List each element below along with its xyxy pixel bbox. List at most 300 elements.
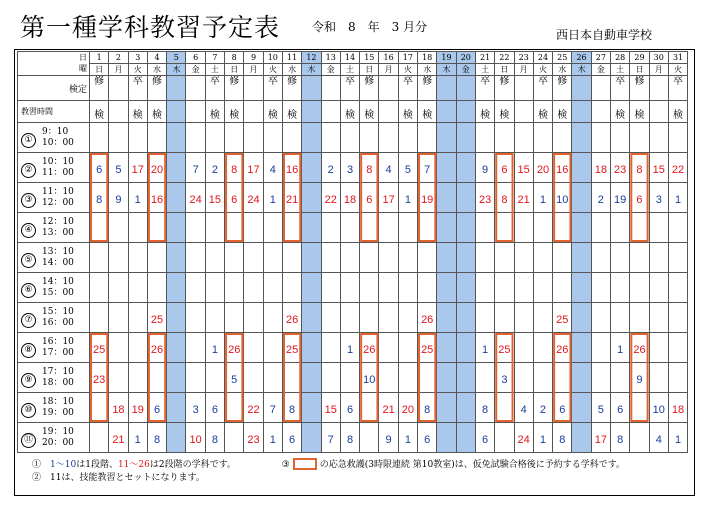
lesson-cell[interactable] [591,123,610,153]
lesson-cell[interactable] [379,333,398,363]
lesson-cell[interactable] [591,423,610,453]
lesson-cell[interactable] [668,423,687,453]
lesson-cell[interactable] [611,153,630,183]
lesson-cell[interactable] [533,303,552,333]
lesson-cell[interactable] [649,183,668,213]
lesson-cell[interactable] [668,333,687,363]
lesson-cell[interactable] [340,153,359,183]
lesson-cell[interactable] [572,393,591,423]
lesson-cell[interactable] [263,423,282,453]
lesson-cell[interactable] [244,423,263,453]
lesson-cell[interactable] [398,333,417,363]
lesson-cell[interactable] [147,213,166,243]
lesson-cell[interactable] [302,183,321,213]
lesson-cell[interactable] [418,303,437,333]
lesson-cell[interactable] [321,273,340,303]
lesson-cell[interactable] [263,243,282,273]
lesson-cell[interactable] [167,303,186,333]
lesson-cell[interactable] [668,273,687,303]
lesson-cell[interactable] [533,423,552,453]
lesson-cell[interactable] [437,393,456,423]
lesson-cell[interactable] [514,363,533,393]
lesson-cell[interactable] [263,393,282,423]
lesson-cell[interactable] [205,393,224,423]
lesson-cell[interactable] [321,423,340,453]
lesson-cell[interactable] [418,183,437,213]
lesson-cell[interactable] [630,243,649,273]
lesson-cell[interactable] [514,183,533,213]
lesson-cell[interactable] [630,123,649,153]
lesson-cell[interactable] [360,363,379,393]
lesson-cell[interactable] [591,243,610,273]
lesson-cell[interactable] [109,333,128,363]
lesson-cell[interactable] [90,213,109,243]
lesson-cell[interactable] [533,153,552,183]
lesson-cell[interactable] [321,213,340,243]
lesson-cell[interactable] [128,303,147,333]
lesson-cell[interactable] [244,183,263,213]
lesson-cell[interactable] [456,153,475,183]
lesson-cell[interactable] [167,153,186,183]
lesson-cell[interactable] [205,243,224,273]
lesson-cell[interactable] [418,213,437,243]
lesson-cell[interactable] [225,153,244,183]
lesson-cell[interactable] [186,243,205,273]
lesson-cell[interactable] [186,393,205,423]
lesson-cell[interactable] [475,243,494,273]
lesson-cell[interactable] [340,213,359,243]
lesson-cell[interactable] [167,363,186,393]
lesson-cell[interactable] [321,123,340,153]
lesson-cell[interactable] [167,123,186,153]
lesson-cell[interactable] [360,183,379,213]
lesson-cell[interactable] [437,423,456,453]
lesson-cell[interactable] [418,123,437,153]
lesson-cell[interactable] [572,363,591,393]
lesson-cell[interactable] [630,153,649,183]
lesson-cell[interactable] [398,183,417,213]
lesson-cell[interactable] [360,243,379,273]
lesson-cell[interactable] [167,183,186,213]
lesson-cell[interactable] [186,273,205,303]
lesson-cell[interactable] [128,123,147,153]
lesson-cell[interactable] [244,213,263,243]
lesson-cell[interactable] [572,333,591,363]
lesson-cell[interactable] [630,303,649,333]
lesson-cell[interactable] [225,183,244,213]
lesson-cell[interactable] [553,333,572,363]
lesson-cell[interactable] [630,213,649,243]
lesson-cell[interactable] [611,123,630,153]
lesson-cell[interactable] [128,363,147,393]
lesson-cell[interactable] [109,363,128,393]
lesson-cell[interactable] [147,423,166,453]
lesson-cell[interactable] [321,183,340,213]
lesson-cell[interactable] [340,333,359,363]
lesson-cell[interactable] [379,393,398,423]
lesson-cell[interactable] [553,153,572,183]
lesson-cell[interactable] [495,333,514,363]
lesson-cell[interactable] [475,333,494,363]
lesson-cell[interactable] [302,243,321,273]
lesson-cell[interactable] [553,363,572,393]
lesson-cell[interactable] [456,303,475,333]
lesson-cell[interactable] [495,183,514,213]
lesson-cell[interactable] [514,423,533,453]
lesson-cell[interactable] [668,213,687,243]
lesson-cell[interactable] [437,153,456,183]
lesson-cell[interactable] [572,423,591,453]
lesson-cell[interactable] [591,213,610,243]
lesson-cell[interactable] [514,273,533,303]
lesson-cell[interactable] [90,303,109,333]
lesson-cell[interactable] [109,423,128,453]
lesson-cell[interactable] [90,363,109,393]
lesson-cell[interactable] [90,423,109,453]
lesson-cell[interactable] [109,393,128,423]
lesson-cell[interactable] [475,123,494,153]
lesson-cell[interactable] [379,123,398,153]
lesson-cell[interactable] [302,363,321,393]
lesson-cell[interactable] [282,303,301,333]
lesson-cell[interactable] [475,213,494,243]
lesson-cell[interactable] [321,303,340,333]
lesson-cell[interactable] [475,423,494,453]
lesson-cell[interactable] [649,303,668,333]
lesson-cell[interactable] [572,153,591,183]
lesson-cell[interactable] [225,243,244,273]
lesson-cell[interactable] [553,123,572,153]
lesson-cell[interactable] [205,183,224,213]
lesson-cell[interactable] [205,333,224,363]
lesson-cell[interactable] [649,213,668,243]
lesson-cell[interactable] [514,213,533,243]
lesson-cell[interactable] [611,363,630,393]
lesson-cell[interactable] [611,243,630,273]
lesson-cell[interactable] [398,153,417,183]
lesson-cell[interactable] [533,243,552,273]
lesson-cell[interactable] [398,423,417,453]
lesson-cell[interactable] [302,273,321,303]
lesson-cell[interactable] [379,273,398,303]
lesson-cell[interactable] [418,333,437,363]
lesson-cell[interactable] [302,303,321,333]
lesson-cell[interactable] [167,393,186,423]
lesson-cell[interactable] [668,123,687,153]
lesson-cell[interactable] [553,393,572,423]
lesson-cell[interactable] [90,273,109,303]
lesson-cell[interactable] [649,153,668,183]
lesson-cell[interactable] [360,393,379,423]
lesson-cell[interactable] [456,273,475,303]
lesson-cell[interactable] [418,363,437,393]
lesson-cell[interactable] [668,393,687,423]
lesson-cell[interactable] [263,153,282,183]
lesson-cell[interactable] [225,393,244,423]
lesson-cell[interactable] [668,303,687,333]
lesson-cell[interactable] [668,363,687,393]
lesson-cell[interactable] [591,333,610,363]
lesson-cell[interactable] [533,273,552,303]
lesson-cell[interactable] [205,123,224,153]
lesson-cell[interactable] [147,243,166,273]
lesson-cell[interactable] [109,183,128,213]
lesson-cell[interactable] [360,333,379,363]
lesson-cell[interactable] [611,393,630,423]
lesson-cell[interactable] [591,153,610,183]
lesson-cell[interactable] [418,423,437,453]
lesson-cell[interactable] [456,333,475,363]
lesson-cell[interactable] [495,153,514,183]
lesson-cell[interactable] [109,243,128,273]
lesson-cell[interactable] [379,363,398,393]
lesson-cell[interactable] [302,333,321,363]
lesson-cell[interactable] [456,423,475,453]
lesson-cell[interactable] [282,153,301,183]
lesson-cell[interactable] [495,273,514,303]
lesson-cell[interactable] [340,273,359,303]
lesson-cell[interactable] [109,123,128,153]
lesson-cell[interactable] [475,153,494,183]
lesson-cell[interactable] [495,303,514,333]
lesson-cell[interactable] [340,123,359,153]
lesson-cell[interactable] [649,393,668,423]
lesson-cell[interactable] [244,303,263,333]
lesson-cell[interactable] [475,273,494,303]
lesson-cell[interactable] [630,273,649,303]
lesson-cell[interactable] [437,303,456,333]
lesson-cell[interactable] [282,363,301,393]
lesson-cell[interactable] [90,243,109,273]
lesson-cell[interactable] [109,153,128,183]
lesson-cell[interactable] [591,393,610,423]
lesson-cell[interactable] [630,423,649,453]
lesson-cell[interactable] [186,363,205,393]
lesson-cell[interactable] [167,243,186,273]
lesson-cell[interactable] [263,273,282,303]
lesson-cell[interactable] [514,303,533,333]
lesson-cell[interactable] [360,273,379,303]
lesson-cell[interactable] [225,423,244,453]
lesson-cell[interactable] [128,243,147,273]
lesson-cell[interactable] [340,423,359,453]
lesson-cell[interactable] [437,213,456,243]
lesson-cell[interactable] [109,303,128,333]
lesson-cell[interactable] [456,363,475,393]
lesson-cell[interactable] [456,183,475,213]
lesson-cell[interactable] [456,213,475,243]
lesson-cell[interactable] [379,423,398,453]
lesson-cell[interactable] [263,333,282,363]
lesson-cell[interactable] [282,423,301,453]
lesson-cell[interactable] [282,333,301,363]
lesson-cell[interactable] [495,123,514,153]
lesson-cell[interactable] [418,153,437,183]
lesson-cell[interactable] [282,243,301,273]
lesson-cell[interactable] [398,393,417,423]
lesson-cell[interactable] [649,243,668,273]
lesson-cell[interactable] [360,123,379,153]
lesson-cell[interactable] [572,123,591,153]
lesson-cell[interactable] [321,333,340,363]
lesson-cell[interactable] [167,273,186,303]
lesson-cell[interactable] [147,303,166,333]
lesson-cell[interactable] [167,213,186,243]
lesson-cell[interactable] [514,393,533,423]
lesson-cell[interactable] [379,153,398,183]
lesson-cell[interactable] [475,183,494,213]
lesson-cell[interactable] [321,153,340,183]
lesson-cell[interactable] [360,153,379,183]
lesson-cell[interactable] [128,393,147,423]
lesson-cell[interactable] [437,123,456,153]
lesson-cell[interactable] [572,213,591,243]
lesson-cell[interactable] [321,243,340,273]
lesson-cell[interactable] [611,213,630,243]
lesson-cell[interactable] [147,153,166,183]
lesson-cell[interactable] [225,363,244,393]
lesson-cell[interactable] [263,213,282,243]
lesson-cell[interactable] [244,363,263,393]
lesson-cell[interactable] [147,363,166,393]
lesson-cell[interactable] [340,393,359,423]
lesson-cell[interactable] [514,153,533,183]
lesson-cell[interactable] [572,273,591,303]
lesson-cell[interactable] [302,153,321,183]
lesson-cell[interactable] [553,243,572,273]
lesson-cell[interactable] [360,423,379,453]
lesson-cell[interactable] [186,303,205,333]
lesson-cell[interactable] [495,243,514,273]
lesson-cell[interactable] [340,183,359,213]
lesson-cell[interactable] [360,303,379,333]
lesson-cell[interactable] [147,183,166,213]
lesson-cell[interactable] [649,423,668,453]
lesson-cell[interactable] [244,123,263,153]
lesson-cell[interactable] [495,363,514,393]
lesson-cell[interactable] [244,333,263,363]
lesson-cell[interactable] [553,183,572,213]
lesson-cell[interactable] [205,423,224,453]
lesson-cell[interactable] [128,153,147,183]
lesson-cell[interactable] [495,393,514,423]
lesson-cell[interactable] [205,273,224,303]
lesson-cell[interactable] [398,363,417,393]
lesson-cell[interactable] [533,213,552,243]
lesson-cell[interactable] [572,183,591,213]
lesson-cell[interactable] [533,123,552,153]
lesson-cell[interactable] [668,183,687,213]
lesson-cell[interactable] [591,273,610,303]
lesson-cell[interactable] [611,423,630,453]
lesson-cell[interactable] [495,423,514,453]
lesson-cell[interactable] [147,333,166,363]
lesson-cell[interactable] [398,273,417,303]
lesson-cell[interactable] [630,183,649,213]
lesson-cell[interactable] [128,423,147,453]
lesson-cell[interactable] [533,363,552,393]
lesson-cell[interactable] [282,123,301,153]
lesson-cell[interactable] [630,393,649,423]
lesson-cell[interactable] [225,273,244,303]
lesson-cell[interactable] [225,213,244,243]
lesson-cell[interactable] [398,123,417,153]
lesson-cell[interactable] [475,363,494,393]
lesson-cell[interactable] [553,423,572,453]
lesson-cell[interactable] [128,183,147,213]
lesson-cell[interactable] [611,303,630,333]
lesson-cell[interactable] [456,393,475,423]
lesson-cell[interactable] [649,273,668,303]
lesson-cell[interactable] [167,333,186,363]
lesson-cell[interactable] [167,423,186,453]
lesson-cell[interactable] [263,303,282,333]
lesson-cell[interactable] [90,153,109,183]
lesson-cell[interactable] [360,213,379,243]
lesson-cell[interactable] [611,273,630,303]
lesson-cell[interactable] [302,123,321,153]
lesson-cell[interactable] [591,363,610,393]
lesson-cell[interactable] [456,123,475,153]
lesson-cell[interactable] [437,273,456,303]
lesson-cell[interactable] [90,393,109,423]
lesson-cell[interactable] [668,243,687,273]
lesson-cell[interactable] [437,363,456,393]
lesson-cell[interactable] [321,393,340,423]
lesson-cell[interactable] [225,303,244,333]
lesson-cell[interactable] [475,393,494,423]
lesson-cell[interactable] [205,213,224,243]
lesson-cell[interactable] [533,183,552,213]
lesson-cell[interactable] [514,243,533,273]
lesson-cell[interactable] [302,423,321,453]
lesson-cell[interactable] [340,303,359,333]
lesson-cell[interactable] [90,333,109,363]
lesson-cell[interactable] [282,213,301,243]
lesson-cell[interactable] [572,303,591,333]
lesson-cell[interactable] [649,363,668,393]
lesson-cell[interactable] [244,393,263,423]
lesson-cell[interactable] [418,393,437,423]
lesson-cell[interactable] [649,333,668,363]
lesson-cell[interactable] [418,243,437,273]
lesson-cell[interactable] [611,333,630,363]
lesson-cell[interactable] [340,363,359,393]
lesson-cell[interactable] [205,363,224,393]
lesson-cell[interactable] [186,153,205,183]
lesson-cell[interactable] [205,153,224,183]
lesson-cell[interactable] [649,123,668,153]
lesson-cell[interactable] [186,423,205,453]
lesson-cell[interactable] [263,123,282,153]
lesson-cell[interactable] [668,153,687,183]
lesson-cell[interactable] [572,243,591,273]
lesson-cell[interactable] [186,213,205,243]
lesson-cell[interactable] [514,333,533,363]
lesson-cell[interactable] [379,183,398,213]
lesson-cell[interactable] [553,213,572,243]
lesson-cell[interactable] [90,183,109,213]
lesson-cell[interactable] [302,393,321,423]
lesson-cell[interactable] [379,213,398,243]
lesson-cell[interactable] [418,273,437,303]
lesson-cell[interactable] [225,123,244,153]
lesson-cell[interactable] [186,333,205,363]
lesson-cell[interactable] [128,273,147,303]
lesson-cell[interactable] [611,183,630,213]
lesson-cell[interactable] [147,393,166,423]
lesson-cell[interactable] [244,273,263,303]
